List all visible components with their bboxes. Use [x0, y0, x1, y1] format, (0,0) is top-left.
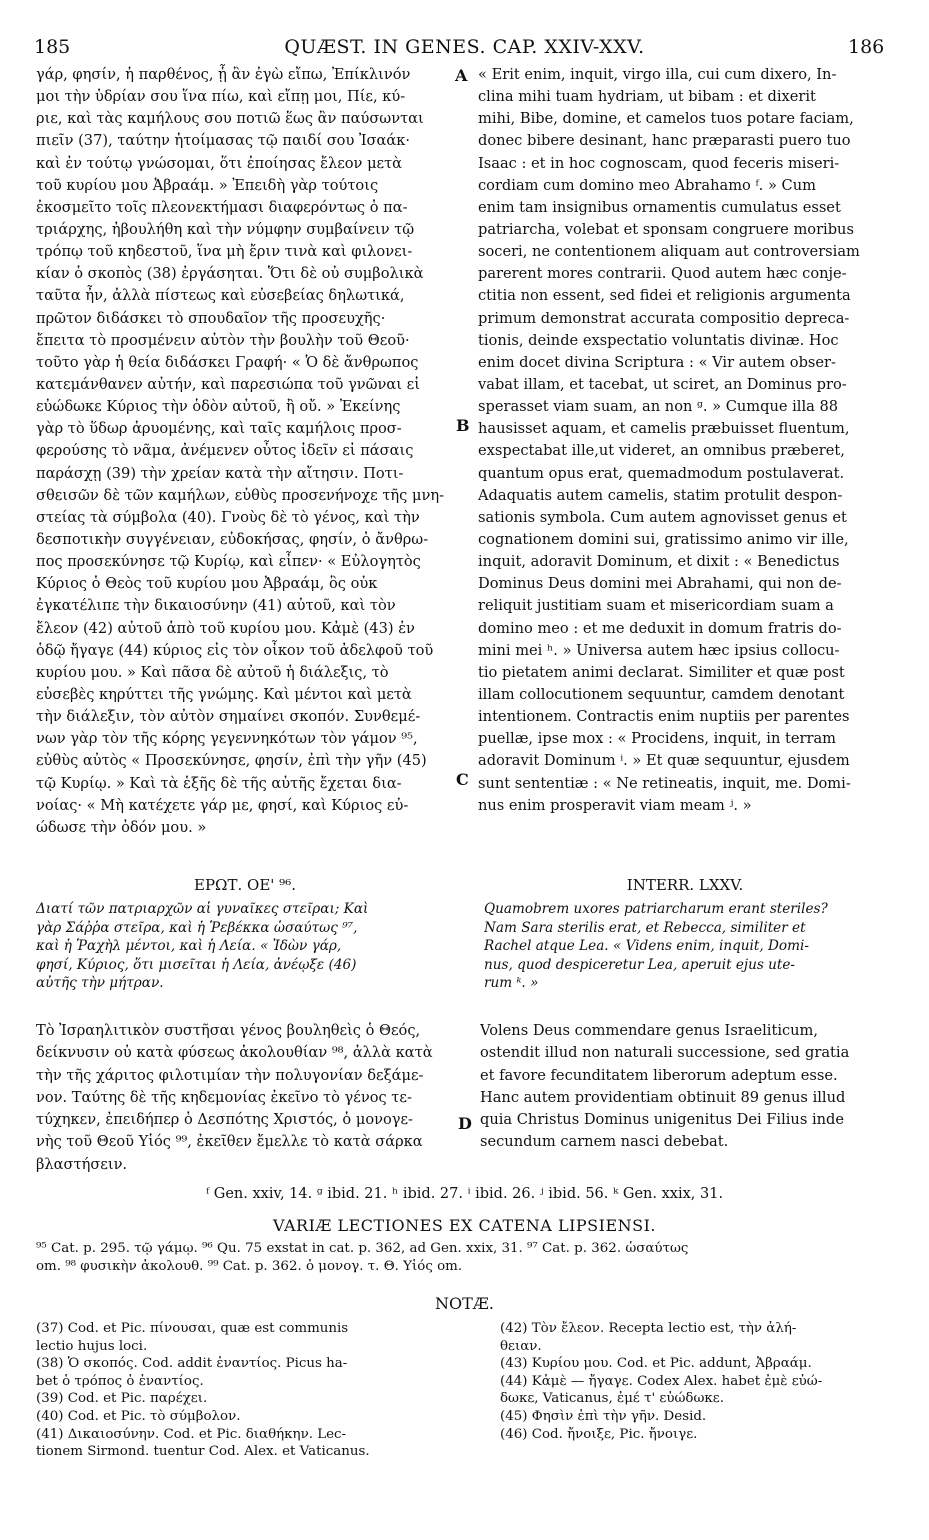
- latin-text-line: donec bibere desinant, hanc præparasti puero tuo: [478, 132, 851, 150]
- latin-text-line: Dominus Deus domini mei Abrahami, qui non de-: [478, 575, 842, 593]
- greek-answer-line: τύχηκεν, ἐπειδήπερ ὁ Δεσπότης Χριστός, ὁ μονογε-: [36, 1111, 413, 1129]
- greek-text-line: ταῦτα ἦν, ἀλλὰ πίστεως καὶ εὐσεβείας δηλωτικά,: [36, 287, 405, 305]
- greek-text-line: ώδωσε τὴν ὁδόν μου. »: [36, 818, 207, 836]
- greek-text-line: γάρ, φησίν, ἡ παρθένος, ᾗ ἂν ἐγὼ εἴπω, Ἐπίκλινόν: [36, 66, 411, 83]
- latin-text-line: soceri, ne contentionem aliquam aut controversiam: [478, 243, 860, 261]
- greek-answer-line: νον. Ταύτης δὲ τῆς κηδεμονίας ἐκεῖνο τὸ γένος τε-: [36, 1088, 412, 1106]
- variae-lectiones-title: VARIÆ LECTIONES EX CATENA LIPSIENSI.: [273, 1216, 656, 1235]
- greek-text-line: τὴν διάλεξιν, τὸν αὐτὸν σημαίνει σκοπόν. Συνθεμέ-: [36, 708, 421, 726]
- latin-text-line: sationis symbola. Cum autem agnovisset genus et: [478, 508, 847, 526]
- greek-question-line: γὰρ Σάῤῥα στεῖρα, καὶ ἡ Ῥεβέκκα ὡσαύτως ⁹⁷,: [36, 919, 358, 936]
- latin-text-line: exspectabat ille,ut videret, an omnibus præberet,: [478, 442, 845, 460]
- latin-text-line: mini mei ʰ. » Universa autem hæc ipsius collocu-: [478, 641, 840, 659]
- latin-text-line: inquit, adoravit Dominum, et dixit : « Benedictus: [478, 553, 840, 571]
- latin-question-line: Quamobrem uxores patriarcharum erant steriles?: [484, 901, 828, 917]
- greek-text-line: πιεῖν (37), ταύτην ἡτοίμασας τῷ παιδί σου Ἰσαάκ·: [36, 132, 410, 150]
- latin-answer-line: secundum carnem nasci debebat.: [480, 1133, 729, 1151]
- note-line: θειαν.: [500, 1338, 542, 1354]
- greek-text-line: νοίας· « Μὴ κατέχετε γάρ με, φησί, καὶ Κύριος εὐ-: [36, 796, 409, 814]
- greek-question-line: Διατί τῶν πατριαρχῶν αἱ γυναῖκες στεῖραι; Καὶ: [36, 901, 369, 917]
- greek-text-line: γὰρ τὸ ὕδωρ ἀρυομένης, καὶ ταῖς καμήλοις προσ-: [36, 420, 402, 438]
- latin-text-line: patriarcha, volebat et sponsam congruere moribus: [478, 220, 854, 238]
- margin-letter-c: C: [456, 770, 469, 789]
- latin-question-text: [484, 900, 894, 993]
- greek-answer-line: βλαστήσειν.: [36, 1155, 128, 1173]
- greek-text-line: σθεισῶν δὲ τῶν καμήλων, εὐθὺς προσενήνοχε τῆς μνη-: [36, 486, 445, 504]
- latin-text-line: tionis, deinde exspectatio voluntatis divinæ. Hoc: [478, 331, 839, 349]
- note-line: (42) Τὸν ἔλεον. Recepta lectio est, τὴν ἀλή-: [500, 1321, 797, 1336]
- latin-text-line: sunt sententiæ : « Ne retineatis, inquit, me. Domi-: [478, 774, 851, 792]
- note-line: δωκε, Vaticanus, ἐμέ τ' εὐώδωκε.: [500, 1391, 724, 1407]
- note-line: (45) Φησὶν ἐπὶ τὴν γῆν. Desid.: [500, 1408, 707, 1424]
- notae-title: NOTÆ.: [435, 1294, 494, 1313]
- latin-text-line: ctitia non essent, sed fidei et religionis argumenta: [478, 287, 851, 305]
- latin-text-line: tio pietatem animi declarat. Similiter et quæ post: [478, 663, 845, 681]
- scripture-references: ᶠ Gen. xxiv, 14. ᵍ ibid. 21. ʰ ibid. 27. ⁱ ibid. 26. ʲ ibid. 56. ᵏ Gen. xxix, 31.: [205, 1186, 724, 1202]
- greek-answer-line: δείκνυσιν οὐ κατὰ φύσεως ἀκολουθίαν ⁹⁸, ἀλλὰ κατὰ: [36, 1044, 433, 1062]
- greek-answer-text: [36, 1020, 454, 1176]
- greek-text-line: ἐγκατέλιπε τὴν δικαιοσύνην (41) αὐτοῦ, καὶ τὸν: [36, 597, 396, 615]
- latin-text-line: cordiam cum domino meo Abrahamo ᶠ. » Cum: [478, 176, 816, 194]
- greek-text-line: τῷ Κυρίῳ. » Καὶ τὰ ἑξῆς δὲ τῆς αὐτῆς ἔχεται δια-: [36, 774, 402, 792]
- note-line: (40) Cod. et Pic. τὸ σύμβολον.: [36, 1408, 241, 1424]
- note-line: (37) Cod. et Pic. πίνουσαι, quæ est communis: [36, 1321, 349, 1336]
- greek-question-text: [36, 900, 454, 993]
- greek-question-line: φησί, Κύριος, ὅτι μισεῖται ἡ Λεία, ἀνέῳξε (46): [36, 956, 357, 973]
- note-line: bet ὁ τρόπος ὁ ἐναντίος.: [36, 1373, 204, 1389]
- margin-letter-b: B: [456, 416, 470, 435]
- greek-text-line: ἔλεον (42) αὐτοῦ ἀπὸ τοῦ κυρίου μου. Κἀμὲ (43) ἐν: [36, 619, 415, 637]
- greek-text-line: νων γὰρ τὸν τῆς κόρης γεγεννηκότων τὸν γάμον ⁹⁵,: [36, 730, 418, 748]
- greek-text-line: ἔπειτα τὸ προσμένειν αὐτὸν τὴν βουλὴν τοῦ Θεοῦ·: [36, 331, 410, 349]
- note-line: (39) Cod. et Pic. παρέχει.: [36, 1391, 208, 1407]
- greek-text-line: πος προσεκύνησε τῷ Κυρίῳ, καὶ εἶπεν· « Εὐλογητὸς: [36, 553, 421, 571]
- latin-text-line: sperasset viam suam, an non ᵍ. » Cumque illa 88: [478, 398, 839, 416]
- latin-column-main: [478, 64, 892, 817]
- latin-text-line: primum demonstrat accurata compositio depreca-: [478, 309, 850, 327]
- latin-answer-line: Hanc autem providentiam obtinuit 89 genus illud: [480, 1088, 846, 1106]
- note-line: (38) Ὁ σκοπός. Cod. addit ἐναντίος. Picus ha-: [36, 1356, 348, 1372]
- greek-text-line: τοῦ κυρίου μου Ἀβραάμ. » Ἐπειδὴ γὰρ τούτοις: [36, 176, 379, 194]
- greek-text-line: δεσποτικὴν συγγένειαν, εὐδοκήσας, φησίν, ὁ ἄνθρω-: [36, 530, 429, 548]
- note-line: lectio hujus loci.: [36, 1338, 148, 1354]
- greek-text-line: κυρίου μου. » Καὶ πᾶσα δὲ αὐτοῦ ἡ διάλεξις, τὸ: [36, 663, 389, 681]
- latin-answer-line: quia Christus Dominus unigenitus Dei Filius inde: [480, 1111, 845, 1129]
- latin-text-line: cognationem domini sui, gratissimo animo vir ille,: [478, 530, 849, 548]
- note-line: (46) Cod. ἤνοιξε, Pic. ἤνοιγε.: [500, 1426, 698, 1442]
- notae-right-column: [500, 1320, 900, 1443]
- latin-text-line: hausisset aquam, et camelis præbuisset fluentum,: [478, 420, 850, 438]
- latin-text-line: quantum opus erat, quemadmodum postulaverat.: [478, 464, 845, 482]
- latin-text-line: vabat illam, et tacebat, ut sciret, an Dominus pro-: [478, 375, 847, 393]
- latin-question-heading: INTERR. LXXV.: [626, 876, 744, 894]
- latin-answer-line: ostendit illud non naturali successione, sed gratia: [480, 1044, 850, 1062]
- greek-text-line: ὁδῷ ἤγαγε (44) κύριος εἰς τὸν οἶκον τοῦ ἀδελφοῦ τοῦ: [36, 641, 434, 659]
- greek-question-line: αὐτῆς τὴν μήτραν.: [36, 975, 164, 991]
- page-number-right: 186: [848, 36, 885, 58]
- margin-letter-d: D: [458, 1114, 472, 1133]
- greek-text-line: φερούσης τὸ νᾶμα, ἀνέμενεν οὗτος ἰδεῖν εἰ πάσαις: [36, 442, 414, 460]
- margin-letter-a: A: [455, 66, 468, 85]
- greek-text-line: ριε, καὶ τὰς καμήλους σου ποτιῶ ἕως ἂν παύσωνται: [36, 110, 424, 128]
- latin-answer-line: et favore fecunditatem liberorum adeptum esse.: [480, 1066, 838, 1084]
- latin-text-line: enim docet divina Scriptura : « Vir autem obser-: [478, 353, 836, 371]
- variae-line: om. ⁹⁸ φυσικὴν ἀκολουθ. ⁹⁹ Cat. p. 362. ὁ μονογ. τ. Θ. Υἱός om.: [36, 1259, 463, 1274]
- latin-question-line: Rachel atque Lea. « Videns enim, inquit, Domi-: [484, 938, 809, 954]
- note-line: (43) Κυρίου μου. Cod. et Pic. addunt, Ἀβραάμ.: [500, 1356, 812, 1372]
- latin-text-line: domino meo : et me deduxit in domum fratris do-: [478, 619, 842, 637]
- greek-text-line: εὐώδωκε Κύριος τὴν ὁδὸν αὐτοῦ, ἢ οὔ. » Ἐκείνης: [36, 398, 401, 416]
- latin-text-line: enim tam insignibus ornamentis cumulatus esset: [478, 198, 841, 216]
- greek-text-line: τριάρχης, ἠβουλήθη καὶ τὴν νύμφην συμβαίνειν τῷ: [36, 220, 415, 238]
- latin-text-line: « Erit enim, inquit, virgo illa, cui cum dixero, In-: [478, 66, 837, 83]
- latin-text-line: mihi, Bibe, domine, et camelos tuos potare faciam,: [478, 110, 854, 128]
- greek-question-line: καὶ ἡ Ῥαχὴλ μέντοι, καὶ ἡ Λεία. « Ἰδὼν γάρ,: [36, 938, 342, 954]
- page-number-left: 185: [34, 36, 71, 58]
- latin-answer-text: [480, 1020, 894, 1154]
- latin-question-line: Nam Sara sterilis erat, et Rebecca, similiter et: [484, 919, 806, 936]
- latin-text-line: Adaquatis autem camelis, statim protulit despon-: [478, 486, 843, 504]
- greek-answer-line: νὴς τοῦ Θεοῦ Υἱός ⁹⁹, ἐκεῖθεν ἔμελλε τὸ κατὰ σάρκα: [36, 1133, 423, 1151]
- latin-text-line: illam collocutionem sequuntur, camdem denotant: [478, 685, 845, 703]
- latin-text-line: puellæ, ipse mox : « Procidens, inquit, in terram: [478, 730, 836, 748]
- latin-text-line: intentionem. Contractis enim nuptiis per parentes: [478, 708, 850, 726]
- greek-answer-line: τὴν τῆς χάριτος φιλοτιμίαν τὴν πολυγονίαν δεξάμε-: [36, 1066, 424, 1084]
- greek-text-line: εὐθὺς αὐτὸς « Προσεκύνησε, φησίν, ἐπὶ τὴν γῆν (45): [36, 752, 427, 770]
- latin-text-line: adoravit Dominum ⁱ. » Et quæ sequuntur, ejusdem: [478, 752, 850, 770]
- variae-line: ⁹⁵ Cat. p. 295. τῷ γάμῳ. ⁹⁶ Qu. 75 exstat in cat. p. 362, ad Gen. xxix, 31. ⁹⁷ Cat. p. 362. ὡσαύτως: [36, 1241, 689, 1256]
- greek-text-line: τρόπῳ τοῦ κηδεστοῦ, ἵνα μὴ ἔριν τινὰ καὶ φιλονει-: [36, 243, 413, 261]
- latin-text-line: reliquit justitiam suam et misericordiam suam a: [478, 597, 834, 615]
- latin-text-line: nus enim prosperavit viam meam ʲ. »: [478, 796, 752, 814]
- greek-text-line: στείας τὰ σύμβολα (40). Γνοὺς δὲ τὸ γένος, καὶ τὴν: [36, 508, 420, 526]
- greek-text-line: ἐκοσμεῖτο τοῖς πλεονεκτήμασι διαφερόντως ὁ πα-: [36, 198, 408, 216]
- greek-question-heading: ΕΡΩΤ. ΟΕ' ⁹⁶.: [194, 876, 296, 894]
- note-line: (44) Κἀμὲ — ἤγαγε. Codex Alex. habet ἐμὲ εὐώ-: [500, 1373, 823, 1389]
- running-title: QUÆST. IN GENES. CAP. XXIV-XXV.: [284, 36, 645, 58]
- greek-text-line: Κύριος ὁ Θεὸς τοῦ κυρίου μου Ἀβραάμ, ὃς οὐκ: [36, 575, 378, 593]
- latin-text-line: Isaac : et in hoc cognoscam, quod feceris miseri-: [478, 154, 840, 172]
- latin-answer-line: Volens Deus commendare genus Israeliticum,: [480, 1022, 819, 1039]
- variae-lectiones-text: [36, 1240, 896, 1276]
- greek-column-main: [36, 64, 454, 839]
- latin-text-line: clina mihi tuam hydriam, ut bibam : et dixerit: [478, 88, 816, 106]
- latin-question-line: nus, quod despiceretur Lea, aperuit ejus ute-: [484, 956, 796, 973]
- greek-text-line: καὶ ἐν τούτῳ γνώσομαι, ὅτι ἐποίησας ἔλεον μετὰ: [36, 154, 403, 172]
- note-line: (41) Δικαιοσύνην. Cod. et Pic. διαθήκην. Lec-: [36, 1426, 347, 1442]
- note-line: tionem Sirmond. tuentur Cod. Alex. et Vaticanus.: [36, 1444, 370, 1460]
- greek-text-line: τοῦτο γὰρ ἡ θεία διδάσκει Γραφή· « Ὁ δὲ ἄνθρωπος: [36, 353, 419, 371]
- greek-text-line: κατεμάνθανεν αὐτήν, καὶ παρεσιώπα τοῦ γνῶναι εἰ: [36, 375, 420, 393]
- greek-answer-line: Τὸ Ἰσραηλιτικὸν συστῆσαι γένος βουληθεὶς ὁ Θεός,: [36, 1022, 421, 1039]
- greek-text-line: κίαν ὁ σκοπὸς (38) ἐργάσηται. Ὅτι δὲ οὐ συμβολικὰ: [36, 265, 424, 283]
- latin-question-line: rum ᵏ. »: [484, 975, 539, 991]
- greek-text-line: μοι τὴν ὑδρίαν σου ἵνα πίω, καὶ εἴπῃ μοι, Πίε, κύ-: [36, 88, 406, 106]
- notae-left-column: [36, 1320, 460, 1461]
- greek-text-line: παράσχῃ (39) τὴν χρείαν κατὰ τὴν αἴτησιν. Ποτι-: [36, 464, 404, 482]
- greek-text-line: εὐσεβὲς κηρύττει τῆς γνώμης. Καὶ μέντοι καὶ μετὰ: [36, 685, 412, 703]
- latin-text-line: parerent mores contrarii. Quod autem hæc conje-: [478, 265, 847, 283]
- greek-text-line: πρῶτον διδάσκει τὸ σπουδαῖον τῆς προσευχῆς·: [36, 309, 386, 327]
